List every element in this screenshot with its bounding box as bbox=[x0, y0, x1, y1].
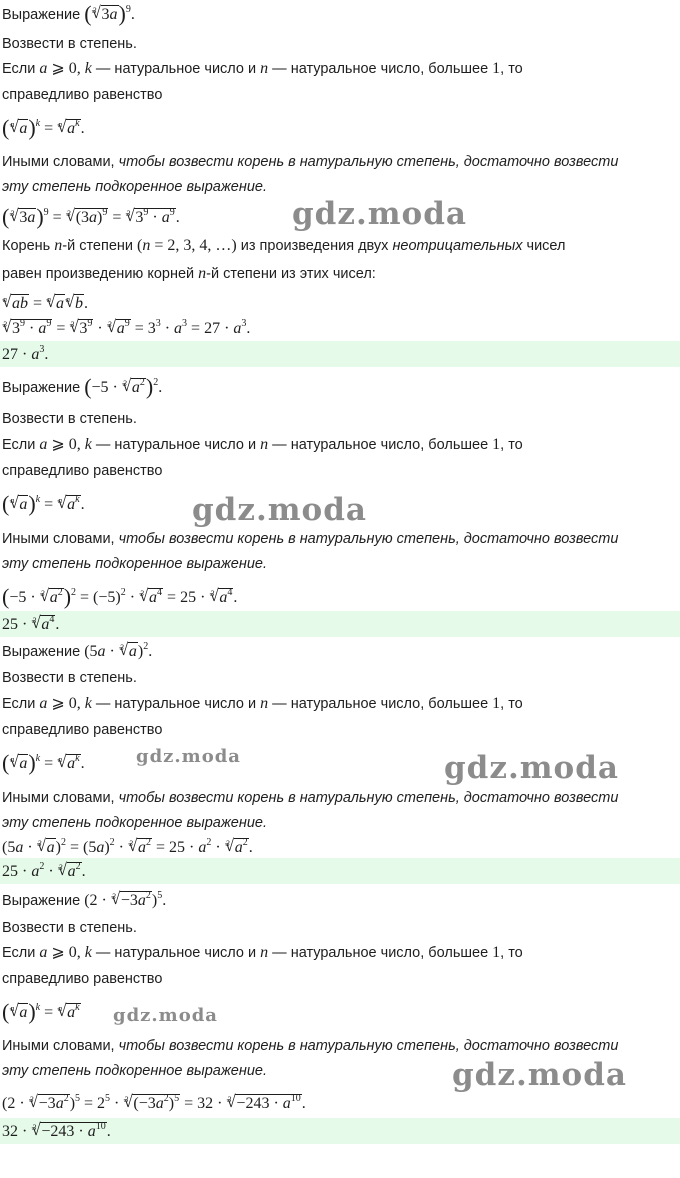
explanation-line bbox=[2, 1034, 680, 1058]
explanation-line-2 bbox=[2, 552, 680, 576]
rule-math-n: n bbox=[260, 436, 269, 453]
calc-step: √ 3 $3^9 \cdot a^9$ = √ 3 $3^9$ · √ 3 $a^9 = 3^3 \cdot a^3 = 27 \cdot a^3$. bbox=[2, 317, 680, 341]
explanation-italic: чтобы возвести корень в натуральную степень, достаточно возвести bbox=[118, 154, 619, 170]
rule-line-2: справедливо равенство bbox=[2, 971, 163, 987]
rule-math-condition: a ⩾ 0, k bbox=[39, 60, 92, 77]
watermark: gdz.moda bbox=[292, 196, 467, 232]
expression-line-2 bbox=[2, 375, 680, 399]
explanation-line bbox=[2, 786, 680, 810]
rule-text: — натуральное число и bbox=[95, 696, 257, 712]
calc-step: (−5 · √ 3 $a^2)^2 = (-5)^2$ · √ 3 $a^4 = 25$ · √ 3 $a^4$. bbox=[2, 585, 680, 609]
expression-label: Выражение bbox=[2, 893, 81, 909]
product-rule-text: равен произведению корней bbox=[2, 266, 195, 282]
calc-step: ( √ 3 3a)$^9$ = √ 3 $(3a)^9$ = √ 3 $3^9 \cdot a^9$. bbox=[2, 205, 680, 229]
answer-line: 32 · √ 3 $-243 \cdot a^{10}$. bbox=[2, 1120, 680, 1144]
expression-label: Выражение bbox=[2, 380, 81, 396]
explanation-italic: эту степень подкоренное выражение. bbox=[2, 815, 267, 831]
rule-text: — натуральное число и bbox=[95, 437, 257, 453]
rule-math-one: 1 bbox=[488, 695, 501, 712]
product-rule-italic: неотрицательных bbox=[392, 238, 523, 254]
rule-text: — натуральное число и bbox=[95, 61, 257, 77]
explanation-line bbox=[2, 527, 680, 551]
rule-text: , то bbox=[500, 945, 523, 961]
watermark: gdz.moda bbox=[444, 750, 619, 786]
rule-line bbox=[2, 57, 680, 81]
rule-text: , то bbox=[500, 696, 523, 712]
rule-line-2: справедливо равенство bbox=[2, 463, 163, 479]
rule-line-2: справедливо равенство bbox=[2, 722, 163, 738]
explanation-italic: чтобы возвести корень в натуральную степень, достаточно возвести bbox=[118, 1038, 619, 1054]
explanation-italic: чтобы возвести корень в натуральную степень, достаточно возвести bbox=[118, 531, 619, 547]
explanation-italic: эту степень подкоренное выражение. bbox=[2, 1063, 267, 1079]
rule-text: Если bbox=[2, 437, 36, 453]
rule-formula: ( √ n a)$^k$ = √ n $a^k$. bbox=[2, 751, 680, 775]
rule-math-one: 1 bbox=[488, 60, 501, 77]
rule-math-condition: a ⩾ 0, k bbox=[39, 436, 92, 453]
product-rule-text: Корень bbox=[2, 238, 51, 254]
raise-instruction: Возвести в степень. bbox=[2, 36, 137, 52]
calc-step: (5a · √ 3 $a)^2 = (5a)^2$ · √ 3 $a^2 = 25 \cdot a^2$ · √ 3 $a^2$. bbox=[2, 836, 680, 860]
rule-math-condition: a ⩾ 0, k bbox=[39, 944, 92, 961]
explanation-line bbox=[2, 150, 680, 174]
product-rule-line-2: равен произведению корней n-й степени из этих чисел: bbox=[2, 265, 376, 282]
watermark: gdz.moda bbox=[113, 1005, 218, 1026]
explanation-text: Иными словами, bbox=[2, 531, 115, 547]
expression-math: (−5 · √ 3 $a^2)^2$. bbox=[84, 379, 162, 396]
expression-line-3 bbox=[2, 640, 680, 664]
product-rule-text: из произведения двух bbox=[240, 238, 389, 254]
expression-label: Выражение bbox=[2, 644, 81, 660]
rule-text: — натуральное число, большее bbox=[272, 61, 489, 77]
expression-line-4 bbox=[2, 889, 680, 913]
expression-math: (2 · √ 3 $-3a^2)^5$. bbox=[84, 892, 166, 909]
rule-math-one: 1 bbox=[488, 436, 501, 453]
rule-line-2: справедливо равенство bbox=[2, 87, 163, 103]
product-rule-text: чисел bbox=[526, 238, 566, 254]
rule-math-n: n bbox=[260, 695, 269, 712]
rule-math-n: n bbox=[260, 944, 269, 961]
rule-formula: ( √ n a)$^k$ = √ n $a^k$. bbox=[2, 116, 680, 140]
watermark: gdz.moda bbox=[192, 492, 367, 528]
explanation-italic: эту степень подкоренное выражение. bbox=[2, 179, 267, 195]
calc-step: (2 · √ 3 $-3a^2)^5 = 2^5$ · √ 3 $(-3a^2)^5 = 32$ · √ 3 $-243 \cdot a^{10}$. bbox=[2, 1092, 680, 1116]
rule-text: — натуральное число, большее bbox=[272, 945, 489, 961]
rule-math-n: n bbox=[260, 60, 269, 77]
rule-text: Если bbox=[2, 945, 36, 961]
rule-line bbox=[2, 692, 680, 716]
explanation-italic: эту степень подкоренное выражение. bbox=[2, 556, 267, 572]
product-rule-line: Корень n-й степени (n = 2, 3, 4, …) из произведения двух неотрицательных чисел bbox=[2, 237, 566, 254]
answer-line: $27 \cdot a^3$. bbox=[2, 343, 49, 363]
rule-text: — натуральное число, большее bbox=[272, 696, 489, 712]
product-rule-text: -й степени из этих чисел: bbox=[206, 266, 376, 282]
expression-math: ( √ 3 3a)$^9$. bbox=[84, 6, 135, 23]
product-rule-formula: √ n ab = √ n a √ n b. bbox=[2, 292, 680, 316]
rule-formula: ( √ n a)$^k$ = √ n $a^k$. bbox=[2, 492, 680, 516]
rule-text: — натуральное число и bbox=[95, 945, 257, 961]
rule-text: — натуральное число, большее bbox=[272, 437, 489, 453]
rule-text: Если bbox=[2, 61, 36, 77]
rule-text: , то bbox=[500, 61, 523, 77]
rule-math-condition: a ⩾ 0, k bbox=[39, 695, 92, 712]
explanation-text: Иными словами, bbox=[2, 154, 115, 170]
raise-instruction: Возвести в степень. bbox=[2, 411, 137, 427]
answer-line: 25 · √ 3 $a^4$. bbox=[2, 613, 680, 637]
explanation-text: Иными словами, bbox=[2, 1038, 115, 1054]
rule-line bbox=[2, 433, 680, 457]
explanation-line-2 bbox=[2, 811, 680, 835]
product-rule-text: -й степени bbox=[62, 238, 134, 254]
raise-instruction: Возвести в степень. bbox=[2, 920, 137, 936]
expression-label: Выражение bbox=[2, 7, 81, 23]
expression-math: (5a · √ 3 a)$^2$. bbox=[84, 643, 152, 660]
rule-text: , то bbox=[500, 437, 523, 453]
watermark: gdz.moda bbox=[136, 746, 241, 767]
explanation-italic: чтобы возвести корень в натуральную степень, достаточно возвести bbox=[118, 790, 619, 806]
rule-formula: ( √ n a)$^k$ = √ n $a^k$ bbox=[2, 1000, 680, 1024]
explanation-text: Иными словами, bbox=[2, 790, 115, 806]
answer-line: $25 \cdot a^2$ · √ 3 $a^2$. bbox=[2, 860, 680, 884]
rule-math-one: 1 bbox=[488, 944, 501, 961]
watermark: gdz.moda bbox=[452, 1057, 627, 1093]
rule-text: Если bbox=[2, 696, 36, 712]
expression-line-1 bbox=[2, 2, 680, 26]
rule-line bbox=[2, 941, 680, 965]
raise-instruction: Возвести в степень. bbox=[2, 670, 137, 686]
